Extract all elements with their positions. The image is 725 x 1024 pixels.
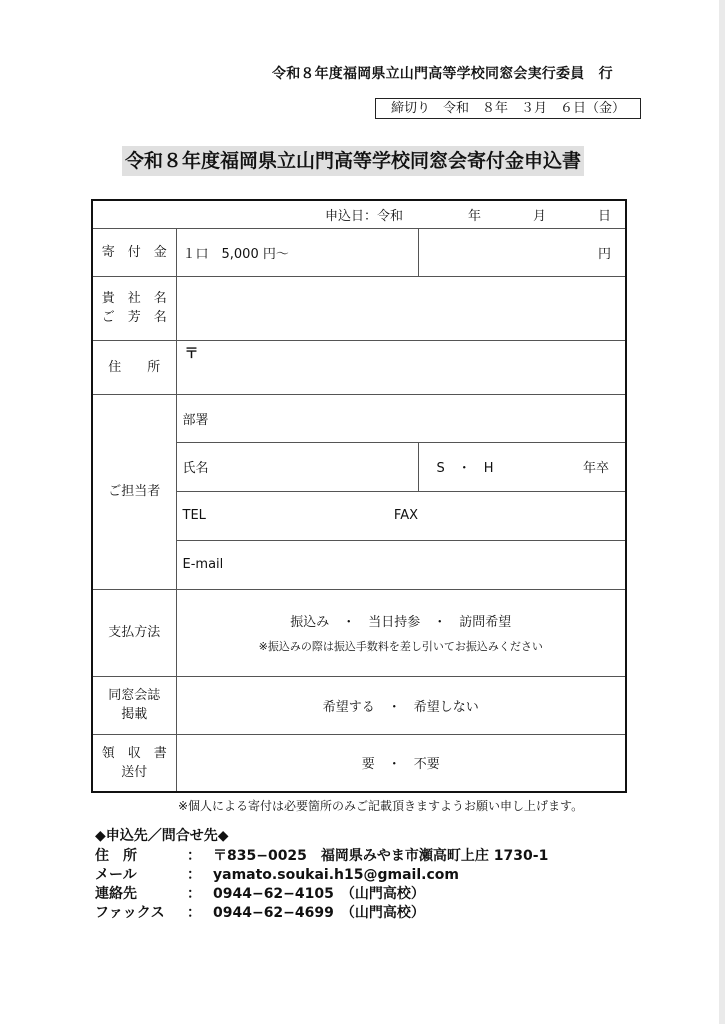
fax-label: FAX xyxy=(393,508,418,523)
address-row xyxy=(92,340,626,394)
page-edge xyxy=(719,0,725,1024)
tel-fax-field[interactable] xyxy=(176,491,626,540)
company-row xyxy=(92,276,626,340)
footnote: ※個人による寄付は必要箇所のみご記載頂きますようお願い申し上げます。 xyxy=(178,799,584,813)
person-name-field[interactable] xyxy=(176,442,418,491)
postal-mark: 〒 xyxy=(184,345,199,362)
contact-section xyxy=(95,827,548,923)
contact-address-key: 住 所 xyxy=(95,848,137,864)
donation-unit-text: １口 5,000 円～ xyxy=(182,246,289,262)
application-date-text: 申込日：令和 年 月 日 xyxy=(324,208,611,224)
person-name-label: 氏名 xyxy=(182,461,209,476)
address-field[interactable] xyxy=(176,340,626,394)
yen-unit: 円 xyxy=(597,246,611,262)
application-date-row xyxy=(92,200,626,228)
company-name-field[interactable] xyxy=(176,276,626,340)
department-field[interactable] xyxy=(176,394,626,442)
address-label: 住 所 xyxy=(92,340,176,394)
deadline-box: 締切り 令和 ８年 ３月 ６日（金） xyxy=(375,98,641,119)
page-title: 令和８年度福岡県立山門高等学校同窓会寄付金申込書 xyxy=(122,146,584,176)
listing-row xyxy=(92,676,626,734)
contact-row-phone xyxy=(95,885,548,904)
company-label: 貴 社 名 ご 芳 名 xyxy=(92,276,176,340)
contact-phone-value: 0944−62−4105 （山門高校） xyxy=(213,886,425,902)
donation-unit-field[interactable] xyxy=(176,228,418,276)
receipt-options: 要 ・ 不要 xyxy=(361,757,440,773)
listing-label: 同窓会誌 掲載 xyxy=(92,676,176,734)
application-form-table xyxy=(91,199,627,793)
contact-colon: ： xyxy=(187,867,201,883)
contact-email-value[interactable]: yamato.soukai.h15@gmail.com xyxy=(213,867,459,883)
contact-fax-key: ファックス xyxy=(95,905,165,921)
organizer-line: 令和８年度福岡県立山門高等学校同窓会実行委員 行 xyxy=(272,66,613,82)
graduation-era: S ・ H xyxy=(436,461,494,476)
receipt-row xyxy=(92,734,626,792)
tel-label: TEL xyxy=(182,508,206,523)
payment-label: 支払方法 xyxy=(92,589,176,676)
receipt-label: 領 収 書 送付 xyxy=(92,734,176,792)
contact-row-address xyxy=(95,847,548,866)
receipt-choice-field[interactable] xyxy=(176,734,626,792)
contact-row-email xyxy=(95,866,548,885)
contact-person-label: ご担当者 xyxy=(92,394,176,589)
department-label: 部署 xyxy=(182,412,209,428)
payment-method-field[interactable] xyxy=(176,589,626,676)
payment-note: ※振込みの際は振込手数料を差し引いてお振込みください xyxy=(258,640,543,653)
email-field[interactable] xyxy=(176,540,626,589)
contact-colon: ： xyxy=(187,848,201,864)
donation-row xyxy=(92,228,626,276)
contact-fax-value: 0944−62−4699 （山門高校） xyxy=(213,905,425,921)
listing-options: 希望する ・ 希望しない xyxy=(322,699,479,715)
contact-address-value: 〒835−0025 福岡県みやま市瀬高町上庄 1730-1 xyxy=(213,848,549,864)
graduation-year-field[interactable] xyxy=(418,442,626,491)
application-date-field[interactable] xyxy=(92,200,626,228)
contact-colon: ： xyxy=(187,905,201,921)
email-label: E-mail xyxy=(182,557,224,572)
payment-row xyxy=(92,589,626,676)
payment-options: 振込み ・ 当日持参 ・ 訪問希望 xyxy=(290,615,512,630)
contact-row-fax xyxy=(95,904,548,923)
graduation-suffix: 年卒 xyxy=(582,461,609,476)
contact-email-key: メール xyxy=(95,867,137,883)
donation-label: 寄 付 金 xyxy=(92,228,176,276)
contact-colon: ： xyxy=(187,886,201,902)
donation-amount-field[interactable] xyxy=(418,228,626,276)
contact-heading: ◆申込先／問合せ先◆ xyxy=(95,828,229,844)
listing-choice-field[interactable] xyxy=(176,676,626,734)
contact-phone-key: 連絡先 xyxy=(95,886,137,902)
department-row xyxy=(92,394,626,442)
